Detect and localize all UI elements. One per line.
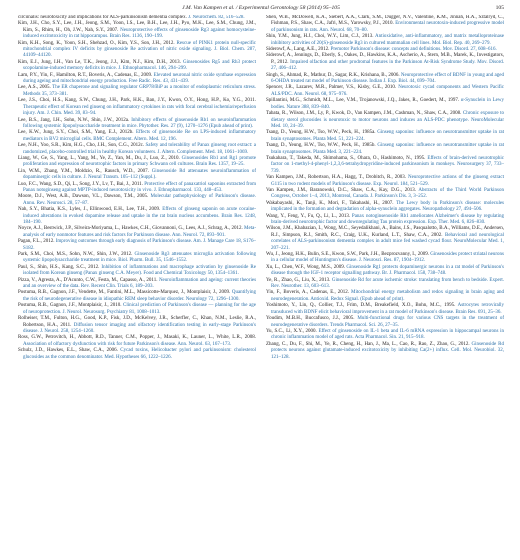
reference-authors: Youdim, M.B.H., Buccafusco, J.J., 2005. (266, 316, 358, 322)
reference-entry (18, 265, 256, 278)
reference-authors: Shen, W.B., McDowell, K.A., Siebert, A.A., Clark, S.M., Dugger, N.V., Valentine, K.M., Jinnah, H.A., Sztalryd, C., Fishman, P.S., Shaw, C.A., Jafri, M.S., Yarowsky, P.J., 2010. (266, 15, 504, 27)
reference-entry (18, 130, 256, 143)
reference-link[interactable]: Abstracts of the Third World Parkinson Congress, October 1–4, 2013, Montreal, Canada. J. Parkinson's Dis. 3, 3–252. (271, 187, 504, 200)
reference-authors: Zhang, C., Du, F., Shi, M., Ye, R., Cheng, H., Han, J., Ma, L., Cao, R., Rao, Z., Zhao, G., 2012. (266, 341, 472, 347)
reference-entry (266, 15, 504, 34)
reference-link[interactable]: Neuroprotective actions of the ginseng extract G115 in two rodent models of Parkinson's disease. Exp. Neurol. 184, 521–529. (271, 175, 504, 187)
reference-link[interactable]: Diffusion tensor imaging and olfactory identification testing in early-stage Parkinson's disease. J. Neurol. 258, 1254–1260. (23, 322, 256, 334)
reference-entry (266, 130, 504, 143)
reference-authors: Kim, J.H., Cho, S.Y., Lee, J.H., Jeong, S.M., Yoon, I.S., Lee, B.H., Lee, J.H., Pyo, M.K., Lee, S.M., Chung, J.M., Kim, S., Rhim, H., Oh, J.W., Nah, S.Y., 2007. (18, 21, 256, 33)
reference-link[interactable]: α-Synuclein in Lewy bodies. Nature 388, 839–840. (271, 98, 504, 110)
reference-authors: Wakabayashi, K., Tanji, K., Mori, F., Takahashi, H., 2007. (266, 200, 397, 206)
reference-entry (266, 265, 504, 278)
reference-link[interactable]: Association of olfactory dysfunction with risk for future Parkinson's disease. Ann. Neurol. 63, 167–173. (23, 341, 232, 347)
reference-entry (18, 303, 256, 316)
reference-authors: Lee, J.S., Choi, H.S., Kang, S.W., Chung, J.H., Park, H.K., Ban, J.Y., Kwon, O.Y., Hong, H.P., Ko, Y.G., 2011. (18, 98, 256, 104)
page-number: 105 (495, 5, 504, 11)
reference-authors: Postuma, R.B., Gagnon, J.F., Montplaisir, J., 2010. (18, 303, 124, 309)
reference-entry (18, 335, 256, 348)
reference-entry (18, 169, 256, 182)
reference-entry (18, 348, 256, 361)
reference-authors: Schulz, J.D., Hawkes, E.L., Shaw, C.A., 2006. (18, 348, 121, 354)
reference-authors: circiinalis: neurotoxicity and implications for ALS-parkinsonism dementia complex. (18, 15, 189, 20)
reference-entry (18, 60, 256, 73)
reference-authors: Yin, F., Boveris, A., Cadenas, E., 2012. (266, 290, 352, 296)
reference-link[interactable]: Therapeutic effect of Korean red ginseng on inflammatory cytokines in rats with focal cerebral ischemia/reperfusion injury. Am. J. Chin. Med. 39, 83–94. (23, 104, 256, 117)
reference-authors: Liang, W., Ge, S., Yang, L., Yang, M., Ye, Z., Yan, M., Du, J., Luo, Z., 2010. (18, 155, 182, 161)
reference-link[interactable]: Quantifying the risk of neurodegenerative disease in idiopathic REM sleep behavior disorder. Neurology 72, 1296–1300. (23, 290, 256, 302)
reference-link[interactable]: Elevated neuronal nitric oxide synthase expression during ageing and mitochondrial energy production. Free Radic. Res. 43, 431–439. (23, 72, 256, 85)
reference-entry (266, 342, 504, 361)
reference-authors: Siderowf, A., Lang, A.E., 2012. (266, 47, 331, 53)
reference-link[interactable]: Protective effect of panaxatriol saponins extracted from Panax notoginseng against MPTP-induced neurotoxicity in vivo. J. Ethnopharmacol. 133, 448–453. (23, 181, 256, 193)
reference-authors: Ross, G.W., Petrovitch, H., Abbott, R.D., Tanner, C.M., Popper, J., Masaki, K., Launer, L., White, L.R., 2008. (18, 335, 256, 341)
reference-entry (266, 290, 504, 303)
reference-entry (18, 226, 256, 239)
reference-link[interactable]: Neuroprotective effect of BDNF in young and aged 6-OHDA treated rat model of Parkinson disease. Indian J. Exp. Biol. 44, 699–704. (271, 72, 504, 85)
reference-entry (266, 143, 504, 156)
reference-entry (18, 290, 256, 303)
reference-authors: Van Kampen, J.M., Robertson, H.A., Hagg, T., Drobitch, R., 2003. (266, 175, 408, 181)
reference-authors: Nah, S.Y., Bhatia, K.S., Lyles, J., Ellinwood, E.H., Lee, T.H., 2009. (18, 207, 163, 213)
reference-link[interactable]: Improving outcomes through early diagnosis of Parkinson's disease. Am. J. Manage Care 18, S176–S182. (23, 239, 256, 251)
reference-entry (266, 316, 504, 329)
reference-authors: Tsang, D., Yeung, H.W., Tso, W.W., Peck, H., 1985b. (266, 143, 378, 149)
reference-columns (18, 15, 504, 555)
reference-entry (18, 41, 256, 60)
reference-authors: Tsukahara, T., Takeda, M., Shimohama, S., Ohara, O., Hashimoto, N., 1995. (266, 155, 428, 161)
reference-link[interactable]: Ginsenosides Rg5 and Rh3 protect scopolamine-induced memory deficits in mice. J. Ethnopharmacol. 146, 294–299. (23, 59, 256, 72)
reference-authors: Lee, A.S., 2005. (18, 85, 53, 91)
reference-entry (266, 34, 504, 47)
reference-link[interactable]: Behavioral and neurological correlates of ALS-parkinsonism dementia complex in adult mice fed washed cycad flour. NeuroMolecular Med. 1, 207–221. (271, 232, 504, 251)
reference-link[interactable]: Ginsenosides protect striatal neurons in a cellular model of Huntington's disease. J. Neurosci. Res. 87, 1904–1912. (271, 252, 504, 264)
reference-link[interactable]: Mitochondrial energy metabolism and redox signaling in brain aging and neurodegeneration. Antioxid. Redox Signal. (Epub ahead of print). (271, 290, 504, 302)
reference-link[interactable]: Ginsenoside Rg3 attenuates microglia activation following systemic lipopolysaccharide treatment in mice. Biol. Pharm. Bull. 35, 1546–1552. (23, 252, 256, 264)
reference-link[interactable]: Effects of brain-derived neurotrophic factor on 1-methyl-4-phenyl-1,2,3,6-tetrahydropyridine-induced parkinsonism in monkeys. Neurosurgery 37, 733–739. (271, 155, 504, 174)
reference-entry (266, 73, 504, 86)
reference-authors: Lin, W.M., Zhang, Y.M., Moldzio, R., Rausch, W.D., 2007. (18, 168, 152, 174)
reference-authors: Shin, Y.M., Jung, H.J., Choi, W.Y., Lim, C.J., 2013. (266, 34, 375, 40)
reference-authors: Tabata, R., Wilson, J.M., Ly, P., Kwok, D., Van Kampen, J.M., Cashman, N., Shaw, C.A., 2008. (266, 111, 463, 117)
reference-entry (266, 53, 504, 72)
reference-authors: Lam, P.Y., Yin, F., Hamilton, R.T., Boveris, A., Cadenas, E., 2009. (18, 72, 154, 78)
reference-authors: Yoshimoto, Y., Lin, Q., Collier, T.J., Frim, D.M., Breakefield, X.O., Bohn, M.C., 1995. (266, 303, 458, 309)
reference-entry (18, 73, 256, 86)
reference-authors: Pagan, F.L., 2012. (18, 239, 56, 245)
reference-authors: Siderowf, A., Jennings, D., Eberly, S., Oakes, D., Hawkins, K.A., Ascherio, A., Stern, M.B., Marek, K., Investigators, P., 2012. (266, 53, 504, 65)
reference-entry (266, 156, 504, 175)
reference-entry (18, 194, 256, 207)
reference-entry (266, 278, 504, 291)
reference-link[interactable]: Astrocytes retrovirally transduced with BDNF elicit behavioral improvement in a rat model of Parkinson's disease. Brain Res. 691, 25–36. (271, 303, 504, 315)
reference-entry (18, 278, 256, 291)
reference-link[interactable]: Ginsenosides Rb1 and Rg1 promote proliferation and expression of neurotrophic factors in primary Schwann cell cultures. Brain Res. 1357, 19–25. (23, 155, 256, 168)
reference-authors: Yu, S.C., Li, X.Y., 2000. (266, 328, 319, 334)
reference-entry (266, 111, 504, 130)
reference-link[interactable]: Cycad toxins, Helicobacter pylori and parkinsonism: cholesterol glucosides as the common denominator. Med. Hypotheses 66, 1222–1226. (23, 348, 256, 360)
reference-authors: Wilson, J.M., Khabazian, I., Wong, M.C., Seyedalikhani, A., Bains, J.S., Pasqualotto, B.A., Williams, D.E., Andersen, R.J., Simpson, R.J., Smith, R.C., Craig, U.K., Kurland, L.T., Shaw, C.A., 2002. (266, 226, 504, 238)
reference-link[interactable]: Ginseng saponins: influence on neurotransmitter uptake in rat brain synaptosomes. Planta Med. 51, 221–224. (271, 130, 504, 142)
reference-entry (18, 156, 256, 169)
reference-link[interactable]: Effects of ginseng saponin on acute cocaine-induced alterations in evoked dopamine release and uptake in the rat brain nucleus accumbens. Brain Res. 1248, 184–190. (23, 207, 256, 225)
reference-link[interactable]: Neuroinflammation and ageing: current theories and an overview of the data. Rev. Recent Clin. Trials 6, 189–203. (23, 277, 256, 290)
journal-citation: J.M. Van Kampen et al. / Experimental Gerontology 58 (2014) 95–105 (182, 5, 340, 11)
reference-link[interactable]: The Lewy body in Parkinson's disease: molecules implicated in the formation and degradation of alpha-synuclein aggregates. Neuropathology 27, 494–506. (271, 200, 504, 213)
reference-authors: Luo, F.C., Wang, S.D., Qi, L., Song, J.Y., Lv, T., Bai, J., 2011. (18, 181, 145, 187)
reference-authors: Postuma, R.B., Gagnon, J.F., Vendette, M., Fantini, M.L., Massicotte-Marquez, J., Montplaisir, J., 2009. (18, 290, 232, 296)
reference-authors: Kim, K.H., Song, K., Yoon, S.H., Shehzad, O., Kim, Y.S., Son, J.H., 2012. (18, 40, 177, 46)
reference-entry (266, 303, 504, 316)
reference-entry (18, 182, 256, 195)
reference-authors: Spillantini, M.G., Schmidt, M.L., Lee, V.M., Trojanowski, J.Q., Jakes, R., Goedert, M., 1997. (266, 98, 461, 104)
reference-entry (266, 98, 504, 111)
reference-authors: Van Kampen, J.M., Baranowski, D.C., Shaw, C.A., Kay, D.G., 2013. (266, 187, 419, 193)
reference-link[interactable]: Rescue of PINK1 protein null-specific mitochondrial complex IV deficits by ginsenoside Re activation of nitric oxide signaling. J. Biol. Chem. 287, 44109–44120. (23, 40, 256, 59)
reference-entry (266, 188, 504, 201)
reference-link[interactable]: Neuroprotective effects of ginsenoside Rg3 against homocysteine-induced excitotoxicity in rat hippocampus. Brain Res. 1136, 190–199. (23, 27, 256, 40)
reference-entry (266, 175, 504, 188)
reference-entry (266, 201, 504, 214)
reference-entry (18, 118, 256, 131)
reference-authors: Lee, N.H., Yoo, S.R., Kim, H.G., Cho, J.H., Son, C.G., 2012c. (18, 143, 146, 149)
reference-authors: Wu, J., Jeong, H.K., Bulin, S.E., Kwon, S.W., Park, J.H., Bezprozvanny, I., 2009. (266, 252, 431, 258)
reference-link[interactable]: Meta-analysis of early nonmotor features and risk factors for Parkinson disease. Ann. Neurol. 72, 893–901. (23, 226, 256, 238)
reference-link[interactable]: Panax notoginsenoside Rb1 ameliorates Alzheimer's disease by regulating brain-derived neurotrophic factor and downregulating Tau protein expression. Exp. Ther. Med. 6, 826–830. (271, 213, 504, 225)
reference-entry (18, 252, 256, 265)
reference-authors: Noyce, A.J., Bestwick, J.P., Silveira-Moriyama, L., Hawkes, C.H., Giovannoni, G., Lees, A.J., Schrag, A., 2012. (18, 226, 245, 232)
reference-authors: Ye, R., Zhao, G., Liu, X., 2013. (266, 277, 332, 283)
reference-authors: Park, S.M., Choi, M.S., Sohn, N.W., Shin, J.W., 2012. (18, 252, 135, 258)
running-head (18, 4, 504, 13)
reference-link[interactable]: Ginsenoside Rd protects neurons against glutamate-induced excitotoxicity by inhibiting Ca(2+) influx. Cell. Mol. Neurobiol. 32, 121–128. (271, 341, 504, 360)
reference-link[interactable]: Molecular pathophysiology of Parkinson's disease. Annu. Rev. Neurosci. 28, 57–87. (23, 194, 256, 206)
reference-authors: Singh, S., Ahmad, R., Mathur, D., Sagar, R.K., Krishana, B., 2006. (266, 72, 401, 78)
reference-entry (18, 21, 256, 40)
reference-link[interactable]: Safety and tolerability of Panax ginseng root extract: a randomized, placebo-controlled trial in healthy Korean volunteers. J. Altern. Complement. Med. 18, 1061–1069. (23, 143, 256, 155)
reference-entry (18, 143, 256, 156)
reference-link[interactable]: Inhibitory effects of ginsenoside Rb1 on neuroinflammation following systemic lipopolysaccharide treatment in mice. Phytother. Res. 27 (9), 1270–1276 (Epub ahead of print). (23, 117, 256, 129)
reference-entry (266, 329, 504, 342)
reference-entry (266, 226, 504, 252)
reference-entry (266, 252, 504, 265)
reference-link[interactable]: Multi-functional drugs for various CNS targets in the treatment of neurodegenerative disorders. Trends Pharmacol. Sci. 26, 27–35. (271, 316, 504, 328)
reference-authors: Rolheiser, T.M., Fulton, H.G., Good, K.P., Fisk, J.D., McKelvey, J.R., Scherfler, C., Khan, N.M., Leslie, R.A., Robertson, H.A., 2011. (18, 316, 256, 328)
reference-link[interactable]: Effects of ginsenoside Re on LPS-induced inflammatory mediators in BV2 microglial cells. BMC Complement. Altern. Med. 12, 196. (23, 130, 256, 142)
reference-link[interactable]: Antioxidative, anti-inflammatory, and matrix metalloproteinase inhibitory activities of 20(S)-ginsenoside Rg3 in cultured mammalian cell lines. Mol. Biol. Rep. 40, 269–279. (271, 34, 504, 46)
reference-authors: Kim, E.J., Jung, I.H., Van Le, T.K., Jeong, J.J., Kim, N.J., Kim, D.H., 2013. (18, 59, 184, 65)
reference-authors: Xu, L., Chen, W.F., Wong, M.S., 2009. (266, 264, 347, 270)
reference-column-left (18, 15, 256, 555)
reference-link[interactable]: Ginsenoside Rd for acute ischemic stroke: translating from bench to bedside. Expert. Rev. Neurother. 13, 603–613. (271, 277, 504, 290)
reference-entry (18, 239, 256, 252)
reference-authors: Wang, Y., Feng, Y., Fu, Q., Li, L., 2013. (266, 213, 352, 219)
reference-authors: Spencer, J.R., Lazarev, M.R., Palmer, V.S., Kisby, G.E., 2010. (266, 85, 399, 91)
reference-link[interactable]: Clinical prediction of Parkinson's disease — planning for the age of neuroprotection. J. Neurol. Neurosurg. Psychiatry 81, 1008–1013. (23, 303, 256, 315)
reference-entry (18, 207, 256, 226)
reference-link[interactable]: Neurotoxic cycad components and Western Pacific ALS/PDC. Ann. Neurol. 68, 975–976. (271, 85, 504, 97)
reference-authors: Moore, D.J., West, A.B., Dawson, V.L., Dawson, T.M., 2005. (18, 194, 151, 200)
reference-link[interactable]: Premotor Parkinson's disease: concepts and definitions. Mov. Disord. 27, 608–616. (330, 47, 497, 53)
reference-link[interactable]: Inhibition of inflammations and macrophage activation by ginsenoside Re isolated from Korean ginseng (Panax ginseng C.A. Meyer). Food and Chemical Toxicology 50, 1354–1361. (23, 264, 256, 277)
reference-link[interactable]: The ER chaperone and signaling regulator GRP78/BiP as a monitor of endoplasmic reticulum stress. Methods 35, 373–381. (23, 85, 256, 97)
reference-authors: Paul, S., Shin, H.S., Kang, S.C., 2012. (18, 264, 102, 270)
reference-entry (18, 98, 256, 117)
reference-link[interactable]: J. Neurochem. 82, 516–528. (188, 15, 245, 20)
reference-authors: Pizza, V., Agresta, A., D'Acunto, C.W., Festa, M., Capasso, A., 2011. (18, 277, 159, 283)
reference-column-right (266, 15, 504, 555)
reference-entry (266, 214, 504, 227)
reference-link[interactable]: Ginsenoside Rg1 protects dopaminergic neurons in a rat model of Parkinson's disease through the IGF-1 receptor signalling pathway. Br. J. Pharmacol. 158, 738–748. (271, 264, 504, 277)
reference-link[interactable]: Impaired olfaction and other prodromal features in the Parkinson At-Risk Syndrome Study. Mov. Disord. 27, 406–412. (271, 59, 504, 72)
reference-authors: Lee, B.S., Jang, I.H., Sohn, N.W., Shin, J.W., 2012a. (18, 117, 132, 123)
reference-link[interactable]: Ginsenoside Rd attenuates neuroinflammation of dopaminergic cells in culture. J. Neural Transm. 105–112 (Suppl.). (23, 168, 256, 181)
reference-authors: Tsang, D., Yeung, H.W., Tso, W.W., Peck, H., 1985a. (266, 130, 378, 136)
reference-link[interactable]: Effect of ginsenoside on IL-1 beta and IL-6 mRNA expression in hippocampal neurons in chronic inflammation model of aged rats. Acta Pharmacol. Sin. 21, 915–918. (271, 328, 504, 341)
reference-entry (18, 85, 256, 98)
reference-entry (266, 85, 504, 98)
reference-link[interactable]: Ginseng saponins: influence on neurotransmitter uptake in rat brain synaptosomes. Planta Med. 3, 221–224. (271, 143, 504, 155)
reference-entry (18, 316, 256, 335)
reference-link[interactable]: Environmental neurotoxin-induced progressive model of parkinsonism in rats. Ann. Neurol. 68, 70–80. (271, 21, 504, 33)
reference-link[interactable]: Chronic exposure to dietary sterol glucosides is neurotoxic to motor neurons and induces an ALS-PDC phenotype. NeuroMolecular Med. 10, 24–39. (271, 111, 504, 129)
reference-authors: Lee, K.W., Jung, S.Y., Choi, S.M., Yang, E.J., 2012b. (18, 130, 136, 136)
